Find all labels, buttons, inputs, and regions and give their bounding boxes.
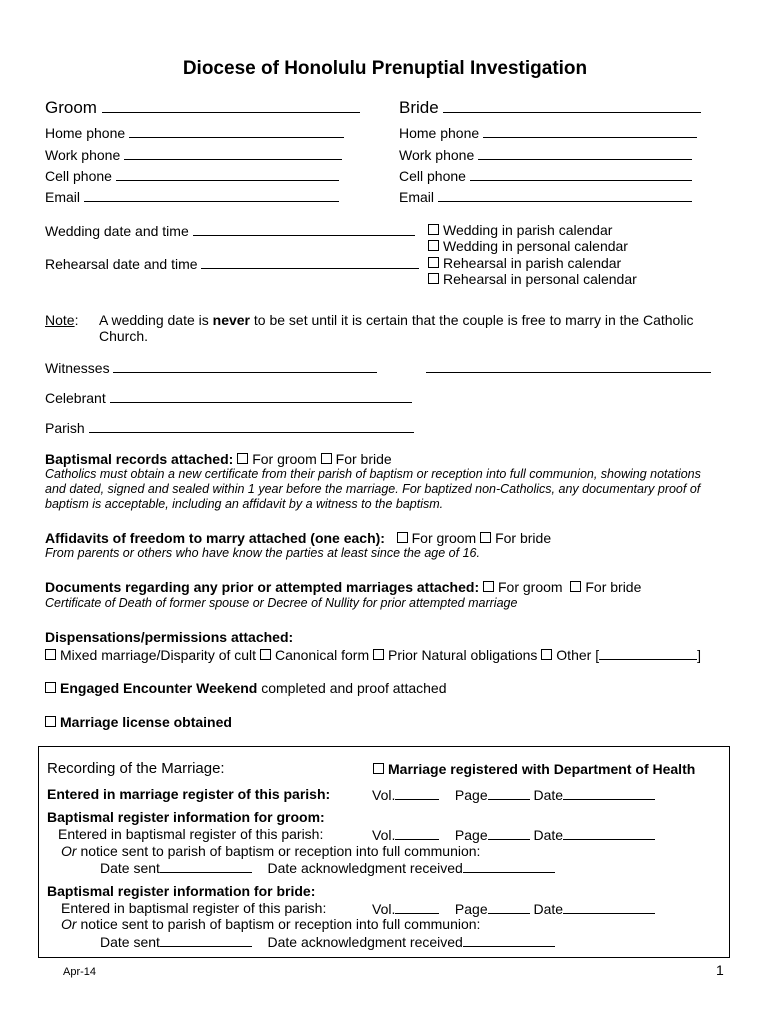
calendar-option-wedding-personal[interactable] <box>428 238 628 254</box>
parish-row <box>45 419 414 436</box>
note-text-before: A wedding date is <box>99 312 213 328</box>
bride-home-phone-field[interactable] <box>483 124 697 138</box>
checkbox-icon[interactable] <box>428 273 439 284</box>
vol-label: Vol. <box>372 827 396 843</box>
engaged-encounter-row <box>45 680 446 696</box>
groom-work-phone-field[interactable] <box>124 146 342 160</box>
date-label: Date <box>533 787 564 803</box>
health-dept-row <box>373 761 695 777</box>
entered-marriage-register-label: Entered in marriage register of this parish: <box>47 786 331 802</box>
calendar-option-rehearsal-parish[interactable] <box>428 255 621 271</box>
notice-sent-label: notice sent to parish of baptism or reception into full communion: <box>76 843 481 859</box>
page-label: Page <box>454 827 488 843</box>
recording-heading: Recording of the Marriage: <box>47 760 225 777</box>
parish-label: Parish <box>45 420 85 436</box>
celebrant-row <box>45 389 412 406</box>
vol-field[interactable] <box>395 786 439 800</box>
bride-entered-baptismal-label: Entered in baptismal register of this parish: <box>61 900 327 916</box>
calendar-option-rehearsal-personal[interactable] <box>428 271 637 287</box>
marriage-license-row <box>45 714 232 730</box>
dispensations-options <box>45 646 701 663</box>
bride-email-label: Email <box>399 189 435 205</box>
note-label-text: Note <box>45 312 75 328</box>
marriage-register-vol-row <box>372 786 655 803</box>
note-colon: : <box>74 312 79 328</box>
health-dept-label: Marriage registered with Department of Health <box>388 761 696 777</box>
rehearsal-date-row <box>45 255 419 272</box>
bride-cell-phone-row <box>399 167 692 184</box>
groom-label: Groom <box>45 98 97 117</box>
bride-home-phone-row <box>399 124 697 141</box>
notice-sent-label: notice sent to parish of baptism or reception into full communion: <box>76 916 481 932</box>
bride-work-phone-row <box>399 146 692 163</box>
groom-entered-baptismal-label: Entered in baptismal register of this parish: <box>58 826 324 842</box>
calendar-option-label: Wedding in parish calendar <box>443 222 613 238</box>
date-ack-label: Date acknowledgment received <box>267 860 463 876</box>
close-bracket: ] <box>697 647 701 663</box>
checkbox-icon[interactable] <box>260 649 271 660</box>
groom-row <box>45 98 360 118</box>
vol-field[interactable] <box>395 900 439 914</box>
note-label <box>45 312 78 328</box>
prior-marriages-row <box>45 579 641 595</box>
checkbox-icon[interactable] <box>45 716 56 727</box>
bride-baptismal-vol-row <box>372 900 655 917</box>
engaged-encounter-rest: completed and proof attached <box>257 680 447 696</box>
bride-baptismal-heading: Baptismal register information for bride: <box>47 883 316 899</box>
calendar-option-label: Wedding in personal calendar <box>443 238 628 254</box>
groom-home-phone-label: Home phone <box>45 125 126 141</box>
groom-home-phone-field[interactable] <box>129 124 344 138</box>
date-ack-label: Date acknowledgment received <box>267 934 463 950</box>
calendar-option-label: Rehearsal in personal calendar <box>443 271 637 287</box>
date-sent-label: Date sent <box>100 934 160 950</box>
groom-email-label: Email <box>45 189 81 205</box>
groom-notice-row <box>61 843 480 859</box>
date-label: Date <box>533 827 564 843</box>
checkbox-icon[interactable] <box>373 649 384 660</box>
groom-work-phone-label: Work phone <box>45 147 121 163</box>
prior-marriages-bride-label: For bride <box>585 579 642 595</box>
baptismal-note-line-3: baptism is acceptable, including an affidavit by a witness to the baptism. <box>45 497 444 511</box>
page-field[interactable] <box>488 826 530 840</box>
bride-email-field[interactable] <box>438 188 692 202</box>
marriage-license-label: Marriage license obtained <box>60 714 232 730</box>
rehearsal-date-label: Rehearsal date and time <box>45 256 198 272</box>
or-label: Or <box>61 843 77 859</box>
wedding-date-field[interactable] <box>193 222 415 236</box>
groom-date-sent-row <box>100 859 555 876</box>
dispensation-option-label: Other [ <box>556 647 600 663</box>
rehearsal-date-field[interactable] <box>201 255 419 269</box>
checkbox-icon[interactable] <box>45 682 56 693</box>
witnesses-row <box>45 359 377 376</box>
bride-label: Bride <box>399 98 439 117</box>
date-ack-field[interactable] <box>463 933 555 947</box>
checkbox-icon[interactable] <box>397 532 408 543</box>
checkbox-icon[interactable] <box>373 763 384 774</box>
celebrant-label: Celebrant <box>45 390 106 406</box>
checkbox-icon[interactable] <box>480 532 491 543</box>
dispensation-option-label: Canonical form <box>274 647 370 663</box>
groom-email-field[interactable] <box>84 188 339 202</box>
checkbox-icon[interactable] <box>570 581 581 592</box>
groom-baptismal-heading: Baptismal register information for groom: <box>47 809 325 825</box>
baptismal-note-line-2: and dated, signed and sealed within 1 year before the marriage. For baptized non-Catholics, any documentary proof of <box>45 482 701 496</box>
checkbox-icon[interactable] <box>45 649 56 660</box>
baptismal-records-row <box>45 451 392 467</box>
calendar-option-wedding-parish[interactable] <box>428 222 612 238</box>
celebrant-field[interactable] <box>110 389 412 403</box>
checkbox-icon[interactable] <box>483 581 494 592</box>
date-sent-label: Date sent <box>100 860 160 876</box>
bride-work-phone-field[interactable] <box>478 146 692 160</box>
groom-cell-phone-row <box>45 167 339 184</box>
wedding-date-row <box>45 222 415 239</box>
vol-label: Vol. <box>372 787 396 803</box>
groom-home-phone-row <box>45 124 344 141</box>
bride-date-sent-row <box>100 933 555 950</box>
groom-email-row <box>45 188 339 205</box>
baptismal-groom-label: For groom <box>252 451 317 467</box>
witness-1-field[interactable] <box>113 359 377 373</box>
parish-field[interactable] <box>89 419 414 433</box>
bride-cell-phone-field[interactable] <box>470 167 692 181</box>
groom-cell-phone-label: Cell phone <box>45 168 112 184</box>
checkbox-icon[interactable] <box>541 649 552 660</box>
wedding-date-label: Wedding date and time <box>45 223 189 239</box>
prior-marriages-heading: Documents regarding any prior or attempted marriages attached: <box>45 579 480 595</box>
bride-notice-row <box>61 916 480 932</box>
affidavits-row <box>45 530 551 546</box>
groom-baptismal-vol-row <box>372 826 655 843</box>
bride-name-field[interactable] <box>443 99 701 113</box>
page-field[interactable] <box>488 786 530 800</box>
bride-row <box>399 98 701 118</box>
checkbox-icon[interactable] <box>428 240 439 251</box>
witnesses-label: Witnesses <box>45 360 110 376</box>
date-field[interactable] <box>563 826 655 840</box>
calendar-option-label: Rehearsal in parish calendar <box>443 255 622 271</box>
prior-marriages-groom-label: For groom <box>498 579 563 595</box>
footer-date: Apr-14 <box>63 966 97 978</box>
engaged-encounter-bold: Engaged Encounter Weekend <box>60 680 258 696</box>
note-text-line2: Church. <box>99 328 149 344</box>
page-field[interactable] <box>488 900 530 914</box>
dispensations-heading: Dispensations/permissions attached: <box>45 629 294 645</box>
groom-work-phone-row <box>45 146 342 163</box>
groom-cell-phone-field[interactable] <box>116 167 339 181</box>
dispensation-option-label: Prior Natural obligations <box>388 647 538 663</box>
affidavits-groom-label: For groom <box>411 530 477 546</box>
date-ack-field[interactable] <box>463 859 555 873</box>
page-label: Page <box>454 901 488 917</box>
date-sent-field[interactable] <box>160 933 252 947</box>
affidavits-bride-label: For bride <box>495 530 552 546</box>
witness-2-row <box>426 359 711 376</box>
affidavits-note: From parents or others who have know the parties at least since the age of 16. <box>45 546 480 560</box>
page-number: 1 <box>716 962 724 978</box>
witness-2-field[interactable] <box>426 359 711 373</box>
vol-field[interactable] <box>395 826 439 840</box>
date-label: Date <box>533 901 564 917</box>
bride-email-row <box>399 188 692 205</box>
or-label: Or <box>61 916 77 932</box>
page-title: Diocese of Honolulu Prenuptial Investigation <box>182 58 588 79</box>
affidavits-heading: Affidavits of freedom to marry attached (one each): <box>45 530 385 546</box>
date-field[interactable] <box>563 786 655 800</box>
date-field[interactable] <box>563 900 655 914</box>
other-dispensation-field[interactable] <box>599 646 697 660</box>
vol-label: Vol. <box>372 901 396 917</box>
groom-name-field[interactable] <box>102 99 360 113</box>
checkbox-icon[interactable] <box>428 257 439 268</box>
note-text-after: to be set until it is certain that the couple is free to marry in the Catholic <box>250 312 694 328</box>
checkbox-icon[interactable] <box>428 224 439 235</box>
date-sent-field[interactable] <box>160 859 252 873</box>
bride-home-phone-label: Home phone <box>399 125 480 141</box>
prior-marriages-note: Certificate of Death of former spouse or Decree of Nullity for prior attempted marriage <box>45 596 518 610</box>
note-text-bold: never <box>212 312 250 328</box>
baptismal-heading: Baptismal records attached: <box>45 451 234 467</box>
dispensation-option-label: Mixed marriage/Disparity of cult <box>60 647 257 663</box>
checkbox-icon[interactable] <box>321 453 332 464</box>
bride-work-phone-label: Work phone <box>399 147 475 163</box>
note-text <box>99 312 694 328</box>
checkbox-icon[interactable] <box>237 453 248 464</box>
baptismal-bride-label: For bride <box>335 451 392 467</box>
baptismal-note-line-1: Catholics must obtain a new certificate from their parish of baptism or reception into full communion, showing notations <box>45 467 701 481</box>
page-label: Page <box>454 787 488 803</box>
bride-cell-phone-label: Cell phone <box>399 168 466 184</box>
